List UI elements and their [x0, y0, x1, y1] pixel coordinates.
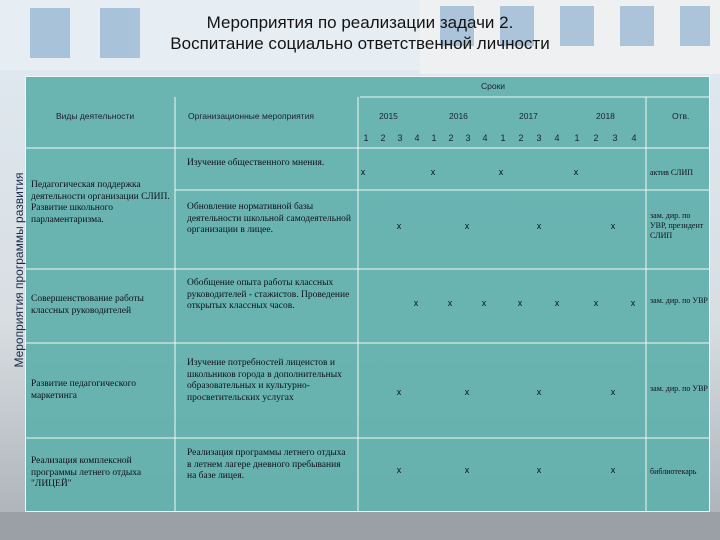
header-year-2016: 2016 [449, 111, 468, 121]
mark-x: x [447, 298, 453, 308]
header-year-2015: 2015 [379, 111, 398, 121]
quarter-label: 1 [500, 133, 506, 143]
quarter-label: 4 [414, 133, 420, 143]
mark-x: x [536, 465, 542, 475]
quarter-label: 2 [593, 133, 599, 143]
mark-x: x [464, 387, 470, 397]
mark-x: x [360, 167, 366, 177]
quarter-label: 1 [574, 133, 580, 143]
mark-x: x [464, 221, 470, 231]
event-cell: Реализация программы летнего отдыха в летнем лагере дневного пребывания на базе лицея. [187, 448, 346, 481]
mark-x: x [396, 387, 402, 397]
title-line-2: Воспитание социально ответственной личности [170, 34, 550, 53]
quarter-label: 2 [518, 133, 524, 143]
quarter-label: 1 [431, 133, 437, 143]
quarter-label: 2 [448, 133, 454, 143]
mark-x: x [517, 298, 523, 308]
quarter-label: 4 [631, 133, 637, 143]
mark-x: x [536, 387, 542, 397]
responsible-cell: актив СЛИП [650, 168, 694, 177]
mark-x: x [481, 298, 487, 308]
quarter-label: 3 [536, 133, 542, 143]
mark-x: x [593, 298, 599, 308]
event-cell: Изучение общественного мнения. [187, 158, 325, 168]
activity-cell: Развитие педагогического маркетинга [31, 379, 137, 401]
responsible-cell: зам. дир. по УВР, президент СЛИП [650, 211, 704, 240]
quarter-label: 2 [380, 133, 386, 143]
mark-x: x [413, 298, 419, 308]
event-cell: Изучение потребностей лицеистов и школьников города в дополнительных образовательных и культурно-просветительских услугах [187, 358, 342, 403]
vertical-section-label: Мероприятия программы развития [12, 172, 26, 368]
mark-x: x [554, 298, 560, 308]
responsible-cell: библиотекарь [650, 467, 697, 476]
activity-cell: Совершенствование работы классных руководителей [31, 294, 144, 316]
mark-x: x [464, 465, 470, 475]
quarter-label: 3 [465, 133, 471, 143]
mark-x: x [610, 387, 616, 397]
event-cell: Обновление нормативной базы деятельности школьной самодеятельной организации в лицее. [187, 202, 352, 235]
responsible-cell: зам. дир. по УВР [650, 384, 708, 393]
mark-x: x [630, 298, 636, 308]
quarter-label: 1 [363, 133, 369, 143]
mark-x: x [610, 221, 616, 231]
header-responsible: Отв. [672, 111, 690, 121]
header-year-2017: 2017 [519, 111, 538, 121]
header-year-2018: 2018 [596, 111, 615, 121]
header-sroki: Сроки [481, 81, 506, 91]
mark-x: x [396, 465, 402, 475]
mark-x: x [610, 465, 616, 475]
quarter-label: 3 [612, 133, 618, 143]
event-cell: Обобщение опыта работы классных руководителей - стажистов. Проведение открытых классных часов. [187, 278, 350, 311]
activity-cell: Реализация комплексной программы летнего отдыха "ЛИЦЕЙ" [31, 456, 142, 489]
mark-x: x [396, 221, 402, 231]
quarter-label: 3 [397, 133, 403, 143]
responsible-cell: зам. дир. по УВР [650, 296, 708, 305]
header-activity-type: Виды деятельности [56, 111, 135, 121]
quarter-label: 4 [554, 133, 560, 143]
header-org-events: Организационные мероприятия [188, 111, 314, 121]
quarter-label: 4 [482, 133, 488, 143]
mark-x: x [498, 167, 504, 177]
title-line-1: Мероприятия по реализации задачи 2. [206, 13, 514, 32]
mark-x: x [430, 167, 436, 177]
mark-x: x [573, 167, 579, 177]
mark-x: x [536, 221, 542, 231]
activity-cell: Педагогическая поддержка деятельности организации СЛИП. Развитие школьного парламентаризма. [31, 180, 170, 225]
